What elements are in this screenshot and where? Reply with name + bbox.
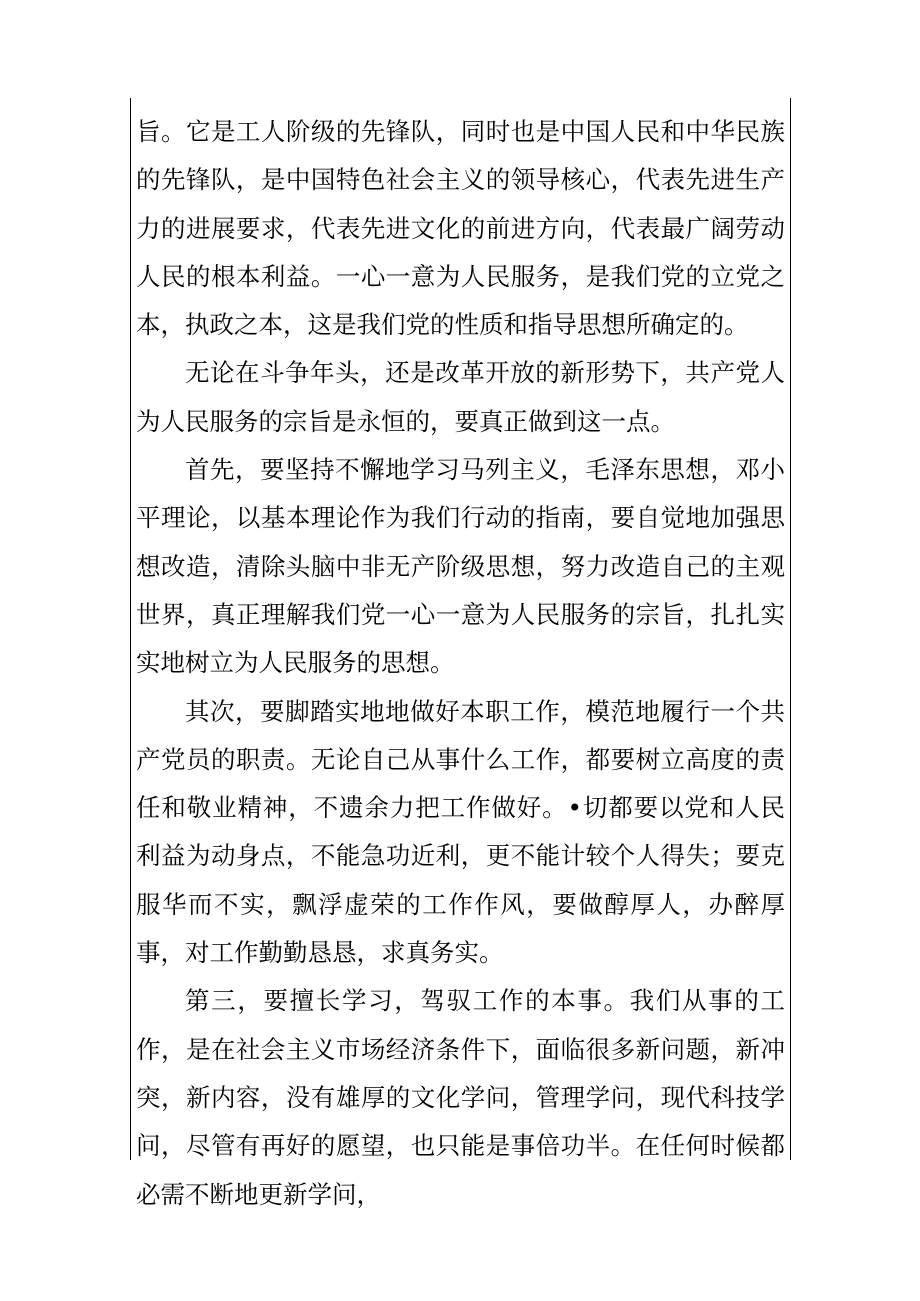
paragraph-second-point: 其次，要脚踏实地地做好本职工作，模范地履行一个共产党员的职责。无论自己从事什么工作，都要树立高度的责任和敬业精神，不遗余力把工作做好。•切都要以党和人民利益为动身点，不能急功近利，更不能计较个人得失；要克服华而不实，飘浮虚荣的工作作风，要做醇厚人，办醉厚事，对工作勤勤恳恳，求真务实。	[136, 696, 785, 968]
right-border-line	[790, 98, 791, 1160]
paragraph-third-point: 第三，要擅长学习，驾驭工作的本事。我们从事的工作，是在社会主义市场经济条件下，面临很多新问题，新冲突，新内容，没有雄厚的文化学问，管理学问，现代科技学问，尽管有再好的愿望，也只能是事倍功半。在任何时候都必需不断地更新学问，	[136, 986, 785, 1209]
left-border-line	[130, 98, 131, 1160]
paragraph-first-point: 首先，要坚持不懈地学习马列主义，毛泽东思想，邓小平理论，以基本理论作为我们行动的指南，要自觉地加强思想改造，清除头脑中非无产阶级思想，努力改造自己的主观世界，真正理解我们党一心一意为人民服务的宗旨，扎扎实实地树立为人民服务的思想。	[136, 455, 785, 678]
paragraph-intro: 无论在斗争年头，还是改革开放的新形势下，共产党人为人民服务的宗旨是永恒的，要真正做到这一点。	[136, 358, 785, 436]
paragraph-continuation: 旨。它是工人阶级的先锋队，同时也是中国人民和中华民族的先锋队，是中国特色社会主义的领导核心，代表先进生产力的进展要求，代表先进文化的前进方向，代表最广阔劳动人民的根本利益。一心一意为人民服务，是我们党的立党之本，执政之本，这是我们党的性质和指导思想所确定的。	[136, 117, 785, 340]
page-frame	[130, 98, 791, 1209]
document-body	[136, 108, 785, 1219]
